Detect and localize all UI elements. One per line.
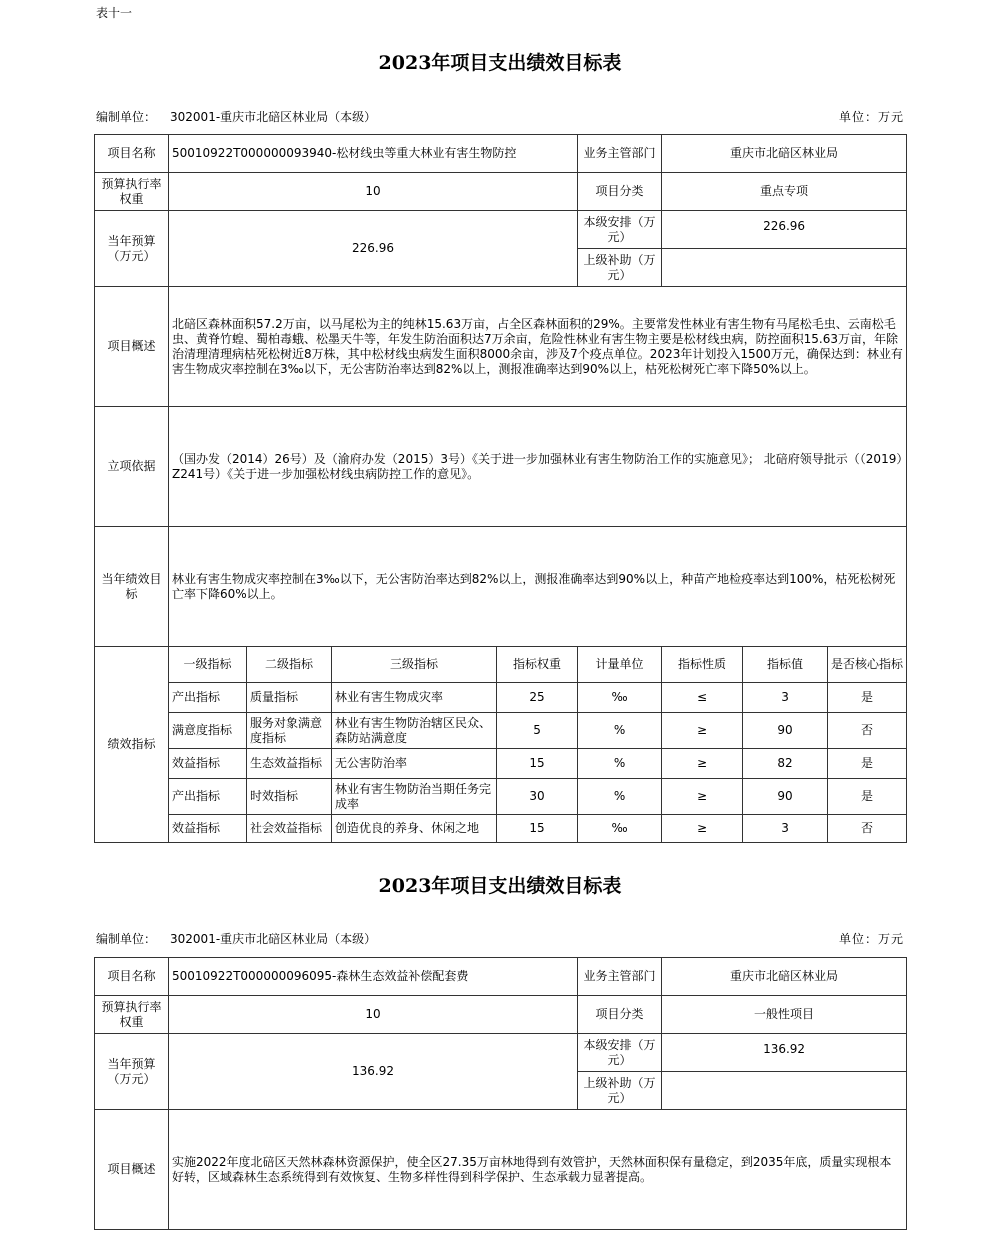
indicator-nature: ≥ [662, 713, 743, 749]
overview-label: 项目概述 [95, 1110, 169, 1230]
budget-value: 226.96 [169, 211, 578, 287]
indicator-value: 90 [743, 779, 828, 815]
dept-label: 业务主管部门 [578, 135, 662, 173]
indicator-unit: % [578, 749, 662, 779]
indicator-nature: ≤ [662, 683, 743, 713]
overview-text: 实施2022年度北碚区天然林森林资源保护，使全区27.35万亩林地得到有效管护，天然林面积保有量稳定，到2035年底，质量实现根本好转，区域森林生态系统得到有效恢复、生物多样性得到科学保护、生态承载力显著提高。 [169, 1110, 907, 1230]
overview-text: 北碚区森林面积57.2万亩，以马尾松为主的纯林15.63万亩，占全区森林面积的29%。主要常发性林业有害生物有马尾松毛虫、云南松毛虫、黄脊竹蝗、蜀柏毒蛾、松墨天牛等，年发生防治面积达7万余亩，危险性林业有害生物主要是松材线虫病，防控面积15.63万亩，年除治清理清理病枯死松树近8万株，其中松材线虫病发生面积8000余亩，涉及7个疫点单位。2023年计划投入1500万元，确保达到：林业有害生物成灾率控制在3‰以下，无公害防治率达到82%以上，测报准确率达到90%以上，枯死松树死亡率下降50%以上。 [169, 287, 907, 407]
level2-indicator: 生态效益指标 [247, 749, 332, 779]
indicator-core: 否 [828, 713, 907, 749]
level3-indicator: 林业有害生物防治辖区民众、森防站满意度 [332, 713, 497, 749]
indicator-value: 3 [743, 683, 828, 713]
indicator-value: 90 [743, 713, 828, 749]
indicator-unit: ‰ [578, 815, 662, 843]
level2-indicator: 社会效益指标 [247, 815, 332, 843]
level1-indicator: 产出指标 [169, 779, 247, 815]
indicator-header: 指标值 [743, 647, 828, 683]
basis-label: 立项依据 [95, 407, 169, 527]
indicator-row [95, 683, 907, 713]
compiling-unit-value: 302001-重庆市北碚区林业局（本级） [170, 110, 377, 124]
indicator-value: 3 [743, 815, 828, 843]
indicator-header: 二级指标 [247, 647, 332, 683]
indicator-unit: % [578, 713, 662, 749]
indicator-weight: 15 [497, 749, 578, 779]
dept-value: 重庆市北碚区林业局 [662, 958, 907, 996]
performance-table-2 [94, 957, 907, 1230]
currency-unit: 单位：万元 [838, 110, 904, 124]
indicator-row [95, 815, 907, 843]
weight-value: 10 [169, 996, 578, 1034]
indicator-core: 否 [828, 815, 907, 843]
level3-indicator: 林业有害生物防治当期任务完成率 [332, 779, 497, 815]
indicator-header: 指标权重 [497, 647, 578, 683]
indicators-label: 绩效指标 [95, 647, 169, 843]
level3-indicator: 创造优良的养身、休闲之地 [332, 815, 497, 843]
project-name-label: 项目名称 [95, 958, 169, 996]
level1-indicator: 效益指标 [169, 749, 247, 779]
level1-indicator: 产出指标 [169, 683, 247, 713]
dept-value: 重庆市北碚区林业局 [662, 135, 907, 173]
indicator-core: 是 [828, 749, 907, 779]
level2-indicator: 质量指标 [247, 683, 332, 713]
level1-indicator: 满意度指标 [169, 713, 247, 749]
indicator-value: 82 [743, 749, 828, 779]
compiling-unit-2 [96, 930, 376, 947]
indicator-core: 是 [828, 779, 907, 815]
project-name-label: 项目名称 [95, 135, 169, 173]
category-label: 项目分类 [578, 996, 662, 1034]
category-value: 一般性项目 [662, 996, 907, 1034]
level1-indicator: 效益指标 [169, 815, 247, 843]
compiling-unit [96, 108, 376, 125]
project-name-value: 50010922T000000096095-森林生态效益补偿配套费 [169, 958, 578, 996]
own-level-value: 226.96 [662, 211, 907, 249]
indicator-nature: ≥ [662, 779, 743, 815]
level2-indicator: 时效指标 [247, 779, 332, 815]
own-level-label: 本级安排（万元） [578, 211, 662, 249]
category-label: 项目分类 [578, 173, 662, 211]
upper-subsidy-value [662, 249, 907, 287]
indicator-weight: 30 [497, 779, 578, 815]
upper-subsidy-label: 上级补助（万元） [578, 249, 662, 287]
level3-indicator: 林业有害生物成灾率 [332, 683, 497, 713]
dept-label: 业务主管部门 [578, 958, 662, 996]
goal-text: 林业有害生物成灾率控制在3‰以下，无公害防治率达到82%以上，测报准确率达到90%以上，种苗产地检疫率达到100%，枯死松树死亡率下降60%以上。 [169, 527, 907, 647]
currency-unit-2: 单位：万元 [838, 932, 904, 946]
compiling-unit-label: 编制单位： [96, 932, 157, 946]
level2-indicator: 服务对象满意度指标 [247, 713, 332, 749]
level3-indicator: 无公害防治率 [332, 749, 497, 779]
indicator-unit: % [578, 779, 662, 815]
indicator-row [95, 713, 907, 749]
budget-label: 当年预算（万元） [95, 211, 169, 287]
category-value: 重点专项 [662, 173, 907, 211]
indicator-unit: ‰ [578, 683, 662, 713]
upper-subsidy-value [662, 1072, 907, 1110]
indicator-header: 三级指标 [332, 647, 497, 683]
weight-label: 预算执行率权重 [95, 996, 169, 1034]
page-title: 2023年项目支出绩效目标表 [378, 52, 622, 74]
goal-label: 当年绩效目标 [95, 527, 169, 647]
indicator-row [95, 749, 907, 779]
overview-label: 项目概述 [95, 287, 169, 407]
page-title-2: 2023年项目支出绩效目标表 [378, 875, 622, 897]
weight-value: 10 [169, 173, 578, 211]
own-level-label: 本级安排（万元） [578, 1034, 662, 1072]
indicator-weight: 15 [497, 815, 578, 843]
budget-value: 136.92 [169, 1034, 578, 1110]
indicator-weight: 5 [497, 713, 578, 749]
compiling-unit-value: 302001-重庆市北碚区林业局（本级） [170, 932, 377, 946]
weight-label: 预算执行率权重 [95, 173, 169, 211]
project-name-value: 50010922T000000093940-松材线虫等重大林业有害生物防控 [169, 135, 578, 173]
indicator-row [95, 779, 907, 815]
performance-table-1 [94, 134, 907, 843]
table-number: 表十一 [96, 6, 133, 20]
compiling-unit-label: 编制单位： [96, 110, 157, 124]
indicator-nature: ≥ [662, 749, 743, 779]
basis-text: （国办发（2014）26号）及（渝府办发（2015）3号）《关于进一步加强林业有害生物防治工作的实施意见》； 北碚府领导批示（（2019）Z241号）《关于进一步加强松材线虫病防控工作的意见》。 [169, 407, 907, 527]
indicator-core: 是 [828, 683, 907, 713]
upper-subsidy-label: 上级补助（万元） [578, 1072, 662, 1110]
budget-label: 当年预算（万元） [95, 1034, 169, 1110]
indicator-header: 是否核心指标 [828, 647, 907, 683]
indicator-weight: 25 [497, 683, 578, 713]
indicator-header: 指标性质 [662, 647, 743, 683]
indicator-header: 一级指标 [169, 647, 247, 683]
own-level-value: 136.92 [662, 1034, 907, 1072]
indicator-header: 计量单位 [578, 647, 662, 683]
indicator-nature: ≥ [662, 815, 743, 843]
